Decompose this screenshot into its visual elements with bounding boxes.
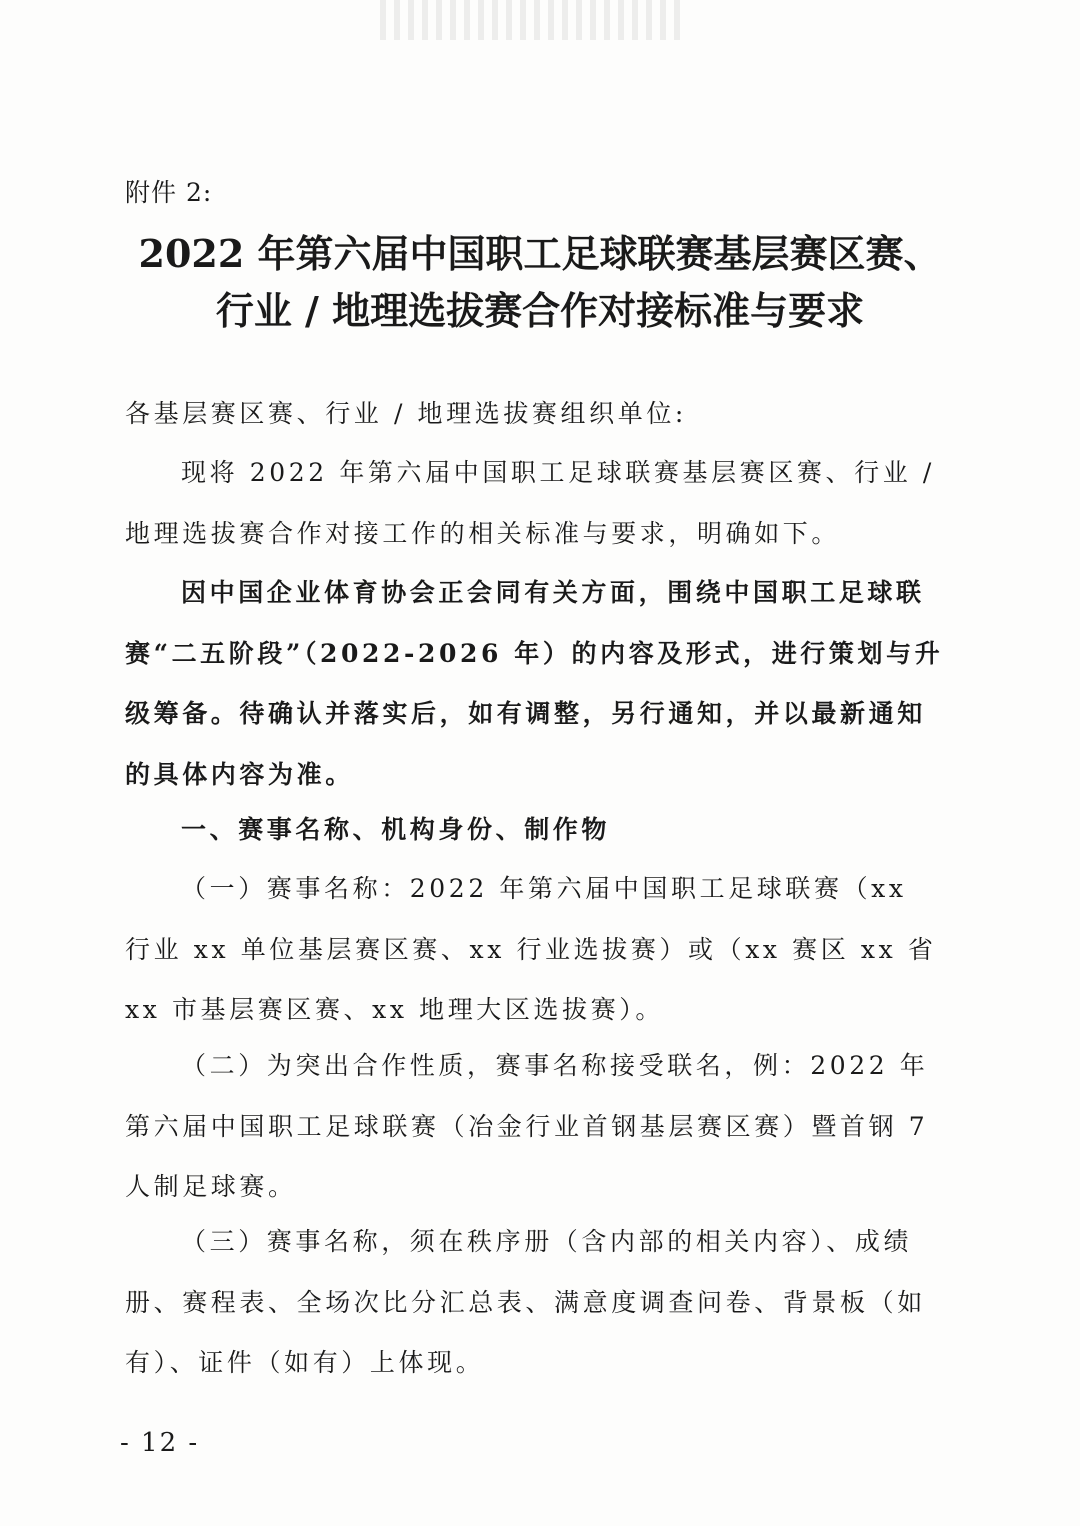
page-number: - 12 -	[120, 1428, 200, 1458]
scan-bleed-through	[380, 0, 680, 40]
paragraph-notice: 因中国企业体育协会正会同有关方面，围绕中国职工足球联赛“二五阶段”（2022-2026 年）的内容及形式，进行策划与升级筹备。待确认并落实后，如有调整，另行通知，并以最新通知的具体内容为准。	[125, 578, 944, 789]
paragraph-event-name: （一）赛事名称：2022 年第六届中国职工足球联赛（xx 行业 xx 单位基层赛区赛、xx 行业选拔赛）或（xx 赛区 xx 省 xx 市基层赛区赛、xx 地理大区选拔赛）。	[125, 874, 937, 1024]
section-heading: 一、赛事名称、机构身份、制作物	[181, 815, 611, 844]
document-title-line-1: 2022 年第六届中国职工足球联赛基层赛区赛、	[138, 231, 942, 276]
salutation: 各基层赛区赛、行业 / 地理选拔赛组织单位:	[125, 399, 687, 428]
attachment-label: 附件 2:	[125, 178, 213, 207]
paragraph-display-requirements: （三）赛事名称，须在秩序册（含内部的相关内容）、成绩册、赛程表、全场次比分汇总表、满意度调查问卷、背景板（如有）、证件（如有）上体现。	[125, 1227, 926, 1377]
paragraph-cobranding: （二）为突出合作性质，赛事名称接受联名，例：2022 年第六届中国职工足球联赛（冶金行业首钢基层赛区赛）暨首钢 7 人制足球赛。	[125, 1051, 929, 1201]
paragraph-intro: 现将 2022 年第六届中国职工足球联赛基层赛区赛、行业 / 地理选拔赛合作对接工作的相关标准与要求，明确如下。	[125, 458, 935, 548]
document-title-line-2: 行业 / 地理选拔赛合作对接标准与要求	[215, 288, 865, 333]
